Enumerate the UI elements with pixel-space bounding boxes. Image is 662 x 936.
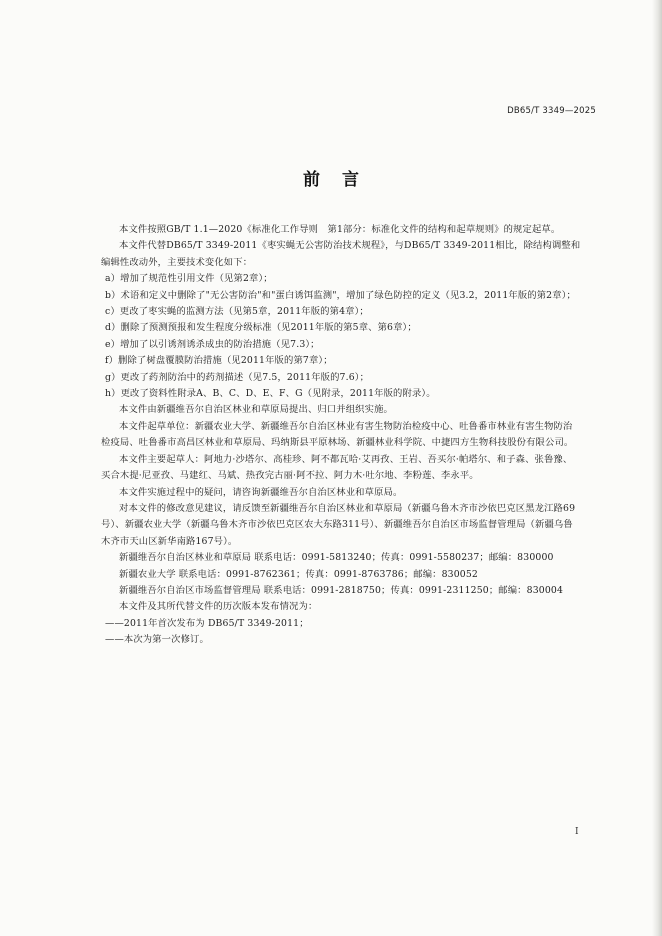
change-item: e）增加了以引诱剂诱杀成虫的防治措施（见7.3）；: [105, 338, 320, 350]
history-item: ——2011年首次发布为 DB65/T 3349-2011；: [105, 617, 309, 629]
paragraph-drafters: 本文件主要起草人：阿地力·沙塔尔、高桂珍、阿不都瓦哈·艾再孜、王岩、吾买尔·帕塔尔、和子森、张鲁豫、买合木提·尼亚孜、马建红、马斌、热孜完古丽·阿不拉、阿力木·吐尔地、李粉莲、李永平。: [101, 453, 573, 482]
change-item: h）更改了资料性附录A、B、C、D、E、F、G（见附录，2011年版的附录）。: [105, 388, 436, 400]
paragraph-history-intro: 本文件及其所代替文件的历次版本发布情况为：: [119, 601, 318, 613]
change-item: f）删除了树盘覆膜防治措施（见2011年版的第7章）；: [105, 355, 333, 367]
contact-line: 新疆维吾尔自治区林业和草原局 联系电话：0991-5813240；传真：0991-5580237；邮编：830000: [119, 552, 554, 564]
paragraph-replacement: 本文件代替DB65/T 3349-2011《枣实蝇无公害防治技术规程》，与DB65/T 3349-2011相比，除结构调整和编辑性改动外，主要技术变化如下：: [101, 240, 581, 268]
scan-edge-shadow: [652, 0, 662, 936]
history-item: ——本次为第一次修订。: [105, 634, 209, 646]
paragraph-feedback: 对本文件的修改意见建议，请反馈至新疆维吾尔自治区林业和草原局（新疆乌鲁木齐市沙依巴克区黑龙江路69号）、新疆农业大学（新疆乌鲁木齐市沙依巴克区农大东路311号）、新疆维吾尔自治区市场监督管理局（新疆乌鲁木齐市天山区新华南路167号）。: [101, 502, 576, 547]
change-list: [101, 271, 581, 402]
contact-line: 新疆维吾尔自治区市场监督管理局 联系电话：0991-2818750；传真：0991-2311250；邮编：830004: [119, 584, 564, 596]
change-item: b）术语和定义中删除了"无公害防治"和"蛋白诱饵监测"，增加了绿色防控的定义（见3.2，2011年版的第2章）；: [105, 289, 576, 301]
page-title: 前言: [303, 170, 381, 190]
paragraph-proposer: 本文件由新疆维吾尔自治区林业和草原局提出、归口并组织实施。: [119, 404, 393, 416]
paragraph-drafting-units: 本文件起草单位：新疆农业大学、新疆维吾尔自治区林业有害生物防治检疫中心、吐鲁番市林业有害生物防治检疫局、吐鲁番市高昌区林业和草原局、玛纳斯县平原林场、新疆林业科学院、中捷四方生物科技股份有限公司。: [101, 420, 574, 449]
paragraph-drafting-rule: 本文件按照GB/T 1.1—2020《标准化工作导则 第1部分：标准化文件的结构和起草规则》的规定起草。: [119, 224, 561, 235]
change-item: a）增加了规范性引用文件（见第2章）；: [105, 273, 273, 285]
contact-line: 新疆农业大学 联系电话：0991-8762361；传真：0991-8763786；邮编：830052: [119, 568, 478, 580]
change-item: g）更改了药剂防治中的药剂描述（见7.5，2011年版的7.6）；: [105, 371, 370, 383]
change-item: d）删除了预测预报和发生程度分级标准（见2011年版的第5章、第6章）；: [105, 322, 417, 334]
paragraph-questions: 本文件实施过程中的疑问，请咨询新疆维吾尔自治区林业和草原局。: [119, 486, 403, 498]
foreword-body: [101, 222, 581, 649]
page-number: I: [575, 827, 579, 837]
contact-list: [101, 550, 581, 599]
change-item: c）更改了枣实蝇的监测方法（见第5章，2011年版的第4章）；: [105, 306, 369, 318]
document-code: DB65/T 3349—2025: [507, 106, 596, 116]
